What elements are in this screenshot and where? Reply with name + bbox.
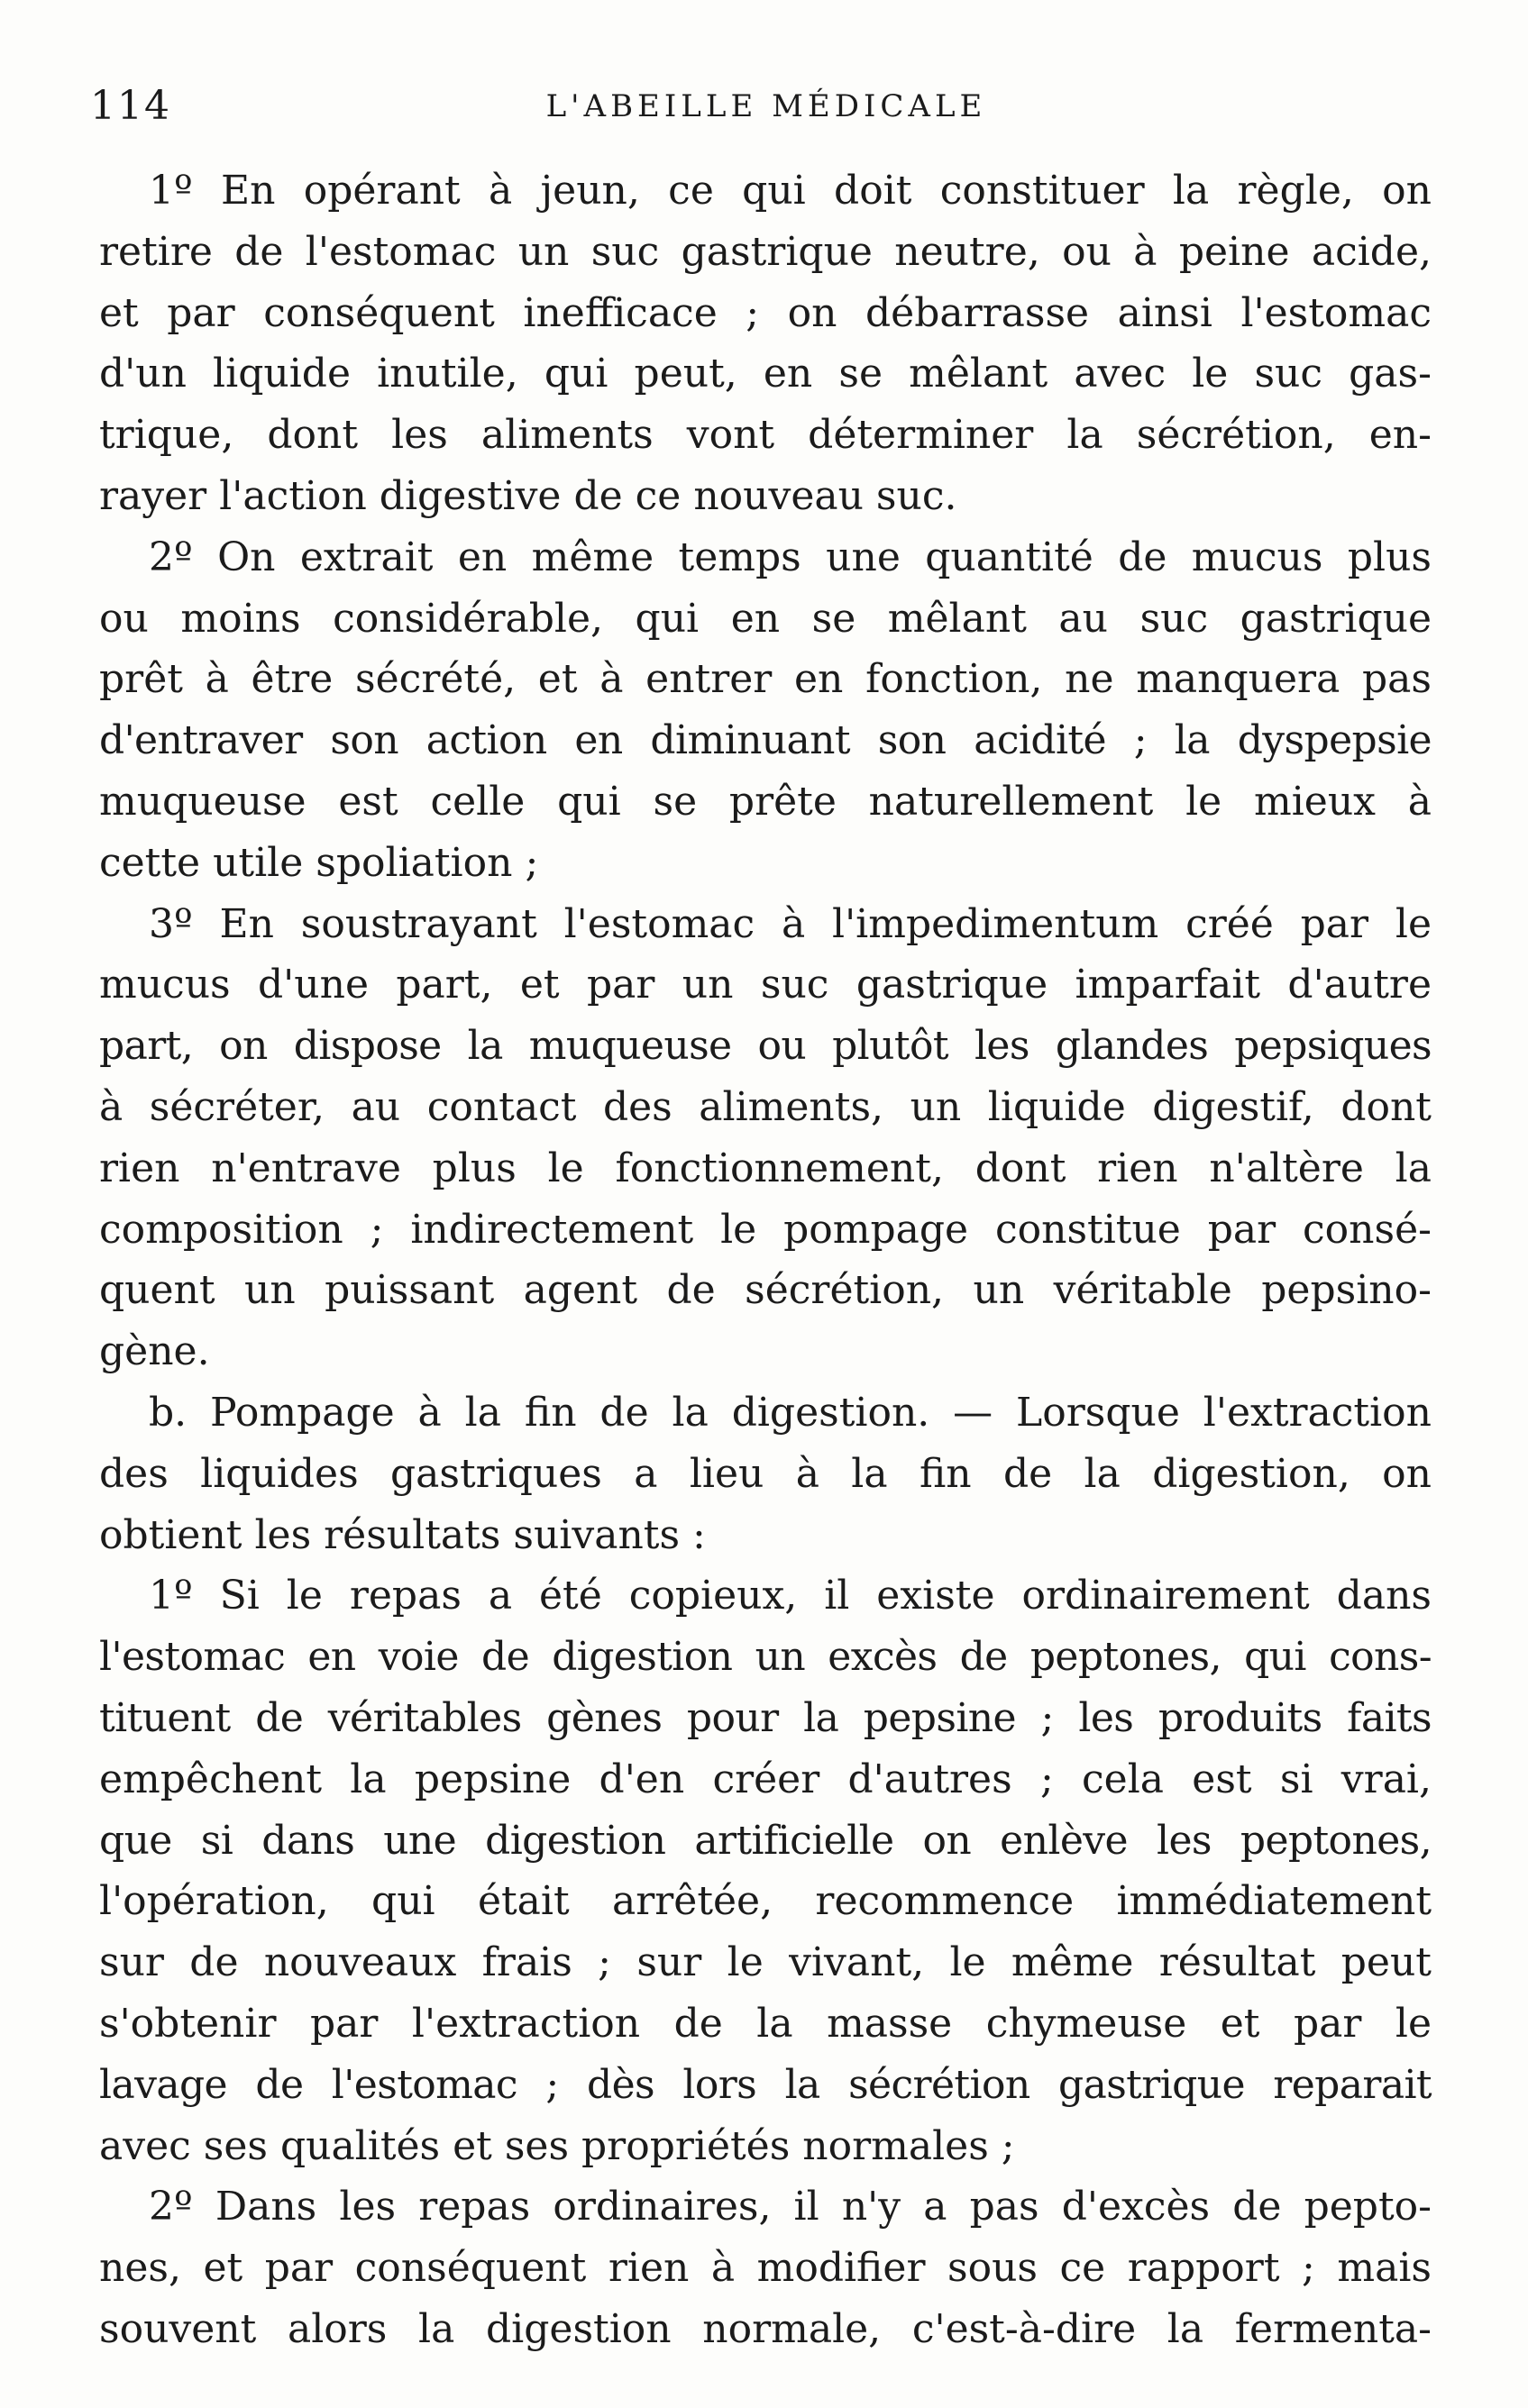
text-line: lavage de l'estomac ; dès lors la sécrétion gastrique reparait	[99, 2061, 1432, 2108]
page-number: 114	[90, 83, 171, 129]
text-line: prêt à être sécrété, et à entrer en fonction, ne manquera pas	[99, 656, 1432, 703]
text-line: empêchent la pepsine d'en créer d'autres ; cela est si vrai,	[99, 1756, 1432, 1802]
text-line: gène.	[99, 1328, 210, 1375]
text-line: rien n'entrave plus le fonctionnement, dont rien n'altère la	[99, 1145, 1432, 1191]
text-line: 2º On extrait en même temps une quantité de mucus plus	[149, 534, 1432, 580]
text-line: des liquides gastriques a lieu à la fin de la digestion, on	[99, 1450, 1432, 1497]
text-line: quent un puissant agent de sécrétion, un véritable pepsino-	[99, 1267, 1432, 1314]
text-line: composition ; indirectement le pompage constitue par consé-	[99, 1206, 1432, 1253]
text-line: 1º En opérant à jeun, ce qui doit constituer la règle, on	[149, 168, 1432, 214]
text-line: obtient les résultats suivants :	[99, 1511, 706, 1558]
text-line: 2º Dans les repas ordinaires, il n'y a pas d'excès de pepto-	[149, 2184, 1432, 2230]
text-line: d'un liquide inutile, qui peut, en se mêlant avec le suc gas-	[99, 351, 1432, 397]
text-line: l'opération, qui était arrêtée, recommence immédiatement	[99, 1878, 1432, 1925]
running-head: L'ABEILLE MÉDICALE	[545, 88, 987, 124]
text-line: que si dans une digestion artificielle on enlève les peptones,	[99, 1817, 1432, 1864]
text-line: à sécréter, au contact des aliments, un liquide digestif, dont	[99, 1083, 1432, 1130]
text-line: tituent de véritables gènes pour la pepsine ; les produits faits	[99, 1694, 1432, 1741]
body-text	[99, 160, 1432, 2360]
text-line: retire de l'estomac un suc gastrique neutre, ou à peine acide,	[99, 228, 1432, 275]
text-line: nes, et par conséquent rien à modifier sous ce rapport ; mais	[99, 2245, 1432, 2292]
text-line: muqueuse est celle qui se prête naturellement le mieux à	[99, 778, 1432, 825]
page-header	[90, 83, 1442, 137]
text-line: souvent alors la digestion normale, c'est-à-dire la fermenta-	[99, 2305, 1432, 2352]
text-line: d'entraver son action en diminuant son acidité ; la dyspepsie	[99, 717, 1432, 764]
text-line: cette utile spoliation ;	[99, 839, 539, 886]
text-line: mucus d'une part, et par un suc gastrique imparfait d'autre	[99, 962, 1432, 1008]
text-line: et par conséquent inefficace ; on débarrasse ainsi l'estomac	[99, 289, 1432, 336]
text-line: trique, dont les aliments vont déterminer la sécrétion, en-	[99, 412, 1432, 459]
text-line: 3º En soustrayant l'estomac à l'impedimentum créé par le	[149, 900, 1432, 947]
text-line: l'estomac en voie de digestion un excès de peptones, qui cons-	[99, 1634, 1432, 1681]
text-line: b. Pompage à la fin de la digestion. — Lorsque l'extraction	[149, 1389, 1432, 1436]
text-line: avec ses qualités et ses propriétés normales ;	[99, 2122, 1015, 2169]
text-line: sur de nouveaux frais ; sur le vivant, le même résultat peut	[99, 1939, 1432, 1986]
text-line: rayer l'action digestive de ce nouveau suc.	[99, 472, 957, 519]
text-line: 1º Si le repas a été copieux, il existe ordinairement dans	[149, 1573, 1432, 1619]
text-line: part, on dispose la muqueuse ou plutôt les glandes pepsiques	[99, 1023, 1432, 1070]
text-line: s'obtenir par l'extraction de la masse chymeuse et par le	[99, 2000, 1432, 2047]
text-line: ou moins considérable, qui en se mêlant au suc gastrique	[99, 595, 1432, 642]
